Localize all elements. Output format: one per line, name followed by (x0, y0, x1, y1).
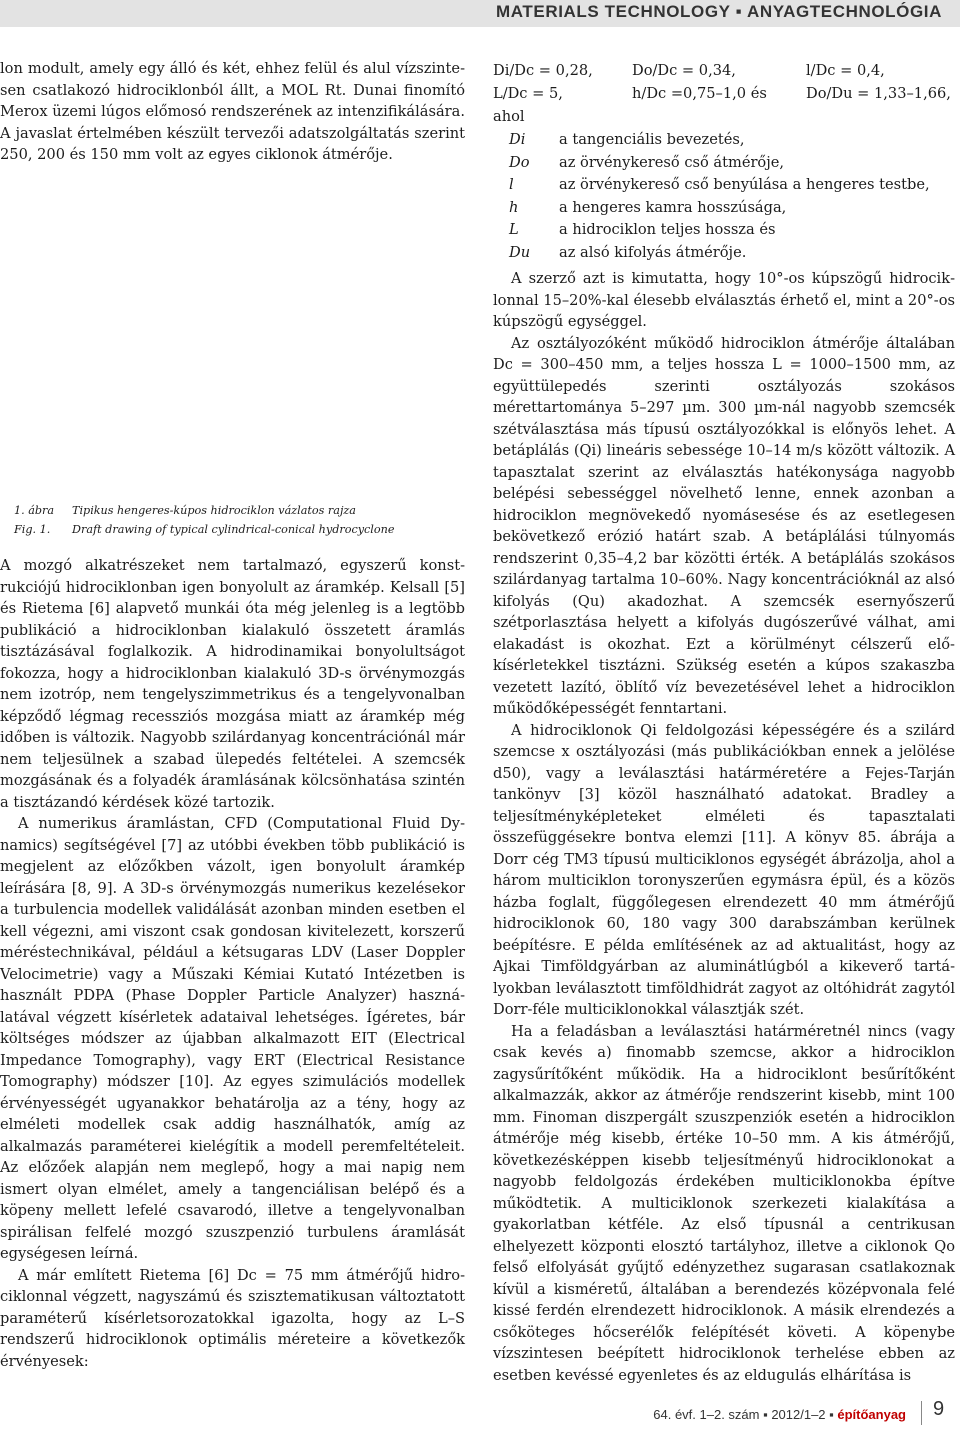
ratio-3: l/Dc = 0,4, (806, 62, 885, 79)
caption-text: Draft drawing of typical cylindrical-conical hydrocyclone (72, 523, 395, 536)
caption-text: Tipikus hengeres-kúpos hidrociklon vázlatos rajza (72, 504, 356, 517)
definition-row (509, 197, 949, 220)
definition-row (509, 129, 949, 152)
footer-divider (921, 1401, 922, 1425)
symbol: Di (509, 131, 526, 148)
symbol: Du (509, 243, 531, 261)
paragraph: Az osztályozóként működő hidrociklon átmérője általában Dc = 300–450 mm, a teljes hossza L = 1000–1500 mm, az együttülepedés szerinti osztályozás szokásos mérettartománya 5–297 µm. 300 µm-nál nagyobb szemcsék szétválasztása más típusú osztályozókkal is előnyös lehet. A betáplálás (Qi) lineáris sebessége 10–14 m/s között változik. A tapasztalat szerint az elválasztás hatékonysága nagyobb belépési sebességgel növelhető lenne, ennek azonban a hidrociklon megnövekedő nyomásesése és az esetlegesen bekövetkező erózió határt szab. A betáplálási túlnyomás rendszerint 0,35–4,2 bar közötti érték. A betáplálás szokásos szilárdanyag tartalma 10–60%. Nagy koncentrációknál az alsó kifolyás (Qu) akadozhat. A szemcsék esernyőszerű szétporlasztása helyett a kifolyás dugószerűvé válhat, ami elakadást is okozhat. Ezt a körülményt célszerű elő-kísérletekkel tisztázni. Szükség esetén a kúpos szakaszba vezetett lazító, öblítő víz bevezetésével lehet a hidrociklon működőképességét fenntartani. (493, 334, 955, 717)
paragraph: A hidrociklonok Qi feldolgozási képességére és a szilárd szemcse x osztályozási (más publikációkban ennek a jelölése d50), vagy a leválasztási határméretére a Fejes-Tarján tankönyv [3] közöl használható adatokat. Bradley a teljesítményképleteket elméleti és tapasztalati összefüggésekre bontva elemzi [11]. A könyv 85. ábrája a Dorr cég TM3 típusú multiciklonos egységét ábrázolja, ahol a három multiciklon toronyszerűen egymásra épül, és a közös házba foglalt, függőlegesen elrendezett 40 mm átmérőjű hidrociklonok 60, 180 vagy 300 darabszámban kerülnek beépítésre. E példa említésének az ad aktualitást, hogy az Ajkai Timföldgyárban az aluminátlúgból a kikeverő tartályokban leválasztott timföldhidrát zagyot az oltóhidrát zagytól Dorr-féle multiciklonokkal választják szét. (493, 721, 955, 1018)
page-header (0, 0, 960, 27)
right-column-body (493, 268, 955, 1386)
caption-label: 1. ábra (14, 504, 55, 517)
symbol-definitions (509, 129, 949, 264)
symbol: l (509, 176, 514, 193)
figure-caption-hu (14, 502, 464, 520)
paragraph: A már említett Rietema [6] Dc = 75 mm átmérőjű hidrociklonnal végzett, nagyszámú és szisztematikusan változtatott paraméterű kísérletsorozatokkal igazolta, hogy az L–S rendszerű hidrociklonok optimális méreteire a következők érvényesek: (0, 1266, 465, 1370)
definition-text: az örvénykereső cső benyúlása a hengeres testbe, (559, 176, 930, 193)
journal-brand: építőanyag (837, 1407, 906, 1422)
ratio-1: Di/Dc = 0,28, (493, 62, 593, 79)
definition-text: az örvénykereső cső átmérője, (559, 153, 785, 171)
journal-section-title: MATERIALS TECHNOLOGY ▪ ANYAGTECHNOLÓGIA (496, 2, 942, 21)
paragraph: A szerző azt is kimutatta, hogy 10°-os kúpszögű hidrociklonnal 15–20%-kal élesebb elválasztás érhető el, mint a 20°-os kúpszögű egységgel. (493, 270, 955, 330)
ratio-5: h/Dc =0,75–1,0 és (632, 85, 767, 102)
definition-row (509, 152, 949, 175)
issue-info: 64. évf. 1–2. szám ▪ 2012/1–2 ▪ (653, 1407, 838, 1422)
page-number: 9 (933, 1398, 945, 1420)
definition-row (509, 242, 949, 265)
definition-text: az alsó kifolyás átmérője. (559, 243, 747, 261)
ratio-4: L/Dc = 5, (493, 85, 563, 102)
paragraph: A mozgó alkatrészeket nem tartalmazó, egyszerű konstrukciójú hidrociklonban igen bonyolult az áramkép. Kelsall [5] és Rietema [6] alapvető munkái óta még jelenleg is a legtöbb publikáció a hidrociklonban kialakuló összetett áramlás tisztázásával foglalkozik. A hidrodinamikai bonyolultságot fokozza, hogy a hidrociklonban kialakuló 3D-s örvénymozgás nem izotróp, nem tengelyszimmetrikus és a tengelyvonalban képződő légmag recessziós mozgása miatt az áramkép még időben is változik. Nagyobb szilárdanyag koncentrációnál már nem teljesülnek a szabad ülepedés feltételei. A szemcsék mozgásának és a folyadék áramlásának kölcsönhatása szintén a tisztázandó kérdések közé tartozik. (0, 557, 465, 811)
caption-label: Fig. 1. (14, 523, 51, 536)
definition-row (509, 219, 949, 242)
paragraph: lon modult, amely egy álló és két, ehhez felül és alul vízszintesen csatlakozó hidrociklonból állt, a MOL Rt. Dunai finomító Merox üzemi lúgos előmosó rendszerének az intenzifikálására. A javaslat értelmében készült tervezői adatszolgáltatás szerint 250, 200 és 150 mm volt az egyes ciklonok átmérője. (0, 60, 465, 163)
ratio-where: ahol (493, 108, 525, 125)
definition-row (509, 174, 949, 197)
definition-text: a hidrociklon teljes hossza és (559, 221, 776, 238)
ratio-6: Do/Du = 1,33–1,66, (806, 85, 951, 102)
symbol: Do (509, 153, 530, 171)
ratio-2: Do/Dc = 0,34, (632, 62, 736, 79)
figure-caption-en (14, 521, 464, 539)
paragraph: A numerikus áramlástan, CFD (Computational Fluid Dynamics) segítségével [7] az utóbbi években több publikáció is megjelent az előzőkben vázolt, igen bonyolult áramkép leírására [8, 9]. A 3D-s örvénymozgás numerikus kezelésekor a turbulencia modellek validálását azonban minden esetben el kell végezni, ami viszont csak gondosan kivitelezett, korszerű méréstechnikával, például a kétsugaras LDV (Laser Doppler Velocimetrie) vagy a Műszaki Kémiai Kutató Intézetben is használt PDPA (Phase Doppler Particle Analyzer) használatával végzett kísérletek adataival lehetséges. Ígéretes, bár költséges módszer az újabban alkalmazott EIT (Electrical Impedance Tomography), vagy ERT (Electrical Resistance Tomography) módszer [10]. Az egyes szimulációs modellek érvényességét ugyanakkor behatárolja az a tény, hogy az elméleti modellek csak addig használhatók, amíg az alkalmazás paraméterei kielégítik a modell peremfeltételeit. Az előzőek alapján nem meglepő, hogy a mai napig nem ismert olyan elmélet, amely a tangenciálisan belépő és a köpeny mellett lefelé csavarodó, illetve a tengelyvonalban spirálisan felfelé mozgó szuszpenzió turbulens áramlását egységesen leírná. (0, 815, 465, 1262)
symbol: h (509, 198, 519, 216)
figure-1-area (0, 175, 465, 500)
left-column-top (0, 58, 465, 166)
left-column-body (0, 555, 465, 1372)
definition-text: a tangenciális bevezetés, (559, 131, 745, 148)
paragraph: Ha a feladásban a leválasztási határméretnél nincs (vagy csak kevés a) finomabb szemcse, akkor a hidrociklon zagysűrítőként működik. Ha a hidrociklont besűrítőként alkalmazzák, akkor az átmérője rendszerint kisebb, mint 100 mm. Finoman diszpergált szuszpenziók esetén a hidrociklon átmérője még kisebb, értéke 10–50 mm. A kis átmérőjű, következésképpen kisebb teljesítményű hidrociklonokat a nagyobb feldolgozás érdekében multiciklonokba építve működtetik. A multiciklonok szerkezeti kialakítása a gyakorlatban kétféle. Az első típusnál a centrikusan elhelyezett központi elosztó tartályhoz, illetve a ciklonok Qo felső elfolyását gyűjtő edényzethez sugarasan csatlakoznak kívül a kisméretű, általában a berendezés középvonala felé kissé ferdén elrendezett hidrociklonok. A másik elrendezés a csőköteges hőcserélők felépítését követi. A köpenybe vízszintesen beépített hidrociklonok terhelése ebben az esetben kevéssé egyenletes és az eldugulás elhárítása is (493, 1022, 955, 1384)
definition-text: a hengeres kamra hosszúsága, (559, 198, 787, 216)
symbol: L (509, 221, 519, 238)
page-footer (653, 1407, 906, 1422)
